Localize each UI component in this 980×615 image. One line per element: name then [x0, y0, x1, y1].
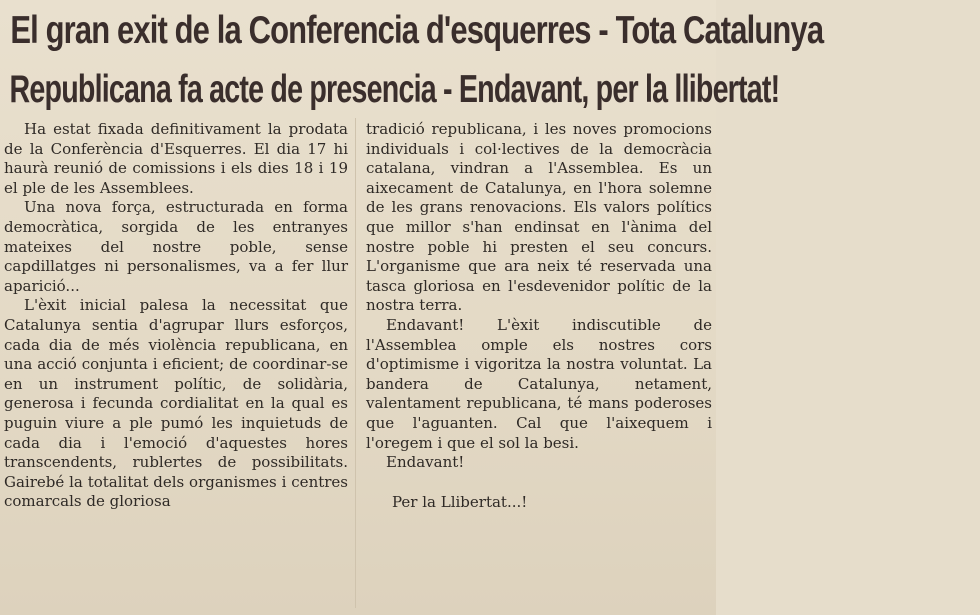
article-column-right [366, 120, 712, 512]
paragraph-new-force: Una nova força, estructurada en forma democràtica, sorgida de les entranyes mateixes del nostre poble, sense capdillatges ni personalismes, va a fer llur aparició... [4, 198, 348, 295]
paragraph-initial-success: L'èxit inicial palesa la necessitat que Catalunya sentia d'agrupar llurs esforços, cada dia de més violència republicana, en una acció conjunta i eficient; de coordinar-se en un instrument polític, de solidària, generosa i fecunda cordialitat en la qual es puguin viure a ple pumó les inquietuds de cada dia i l'emoció d'aquestes hores transcendents, rublertes de possibilitats. Gairebé la totalitat dels organismes i centres comarcals de gloriosa [4, 296, 348, 511]
headline-line-1 [0, 7, 824, 52]
headline-line-1-text: El gran exit de la Conferencia d'esquerres - Tota Catalunya [10, 7, 824, 52]
paragraph-date: Ha estat fixada definitivament la prodata de la Conferència d'Esquerres. El dia 17 hi haurà reunió de comissions i els dies 18 i 19 el ple de les Assemblees. [4, 120, 348, 197]
headline-line-2-text: Republicana fa acte de presencia - Endavant, per la llibertat! [9, 66, 780, 111]
paragraph-tradition: tradició republicana, i les noves promocions individuals i col·lectives de la democràcia catalana, vindran a l'Assemblea. Es un aixecament de Catalunya, en l'hora solemne de les grans renovacions. Els valors polítics que millor s'han endinsat en l'ànima del nostre poble hi presten el seu concurs. L'organisme que ara neix té reservada una tasca gloriosa en l'esdevenidor polític de la nostra terra. [366, 120, 712, 315]
column-divider [355, 118, 356, 608]
article-column-left [4, 120, 348, 512]
closing-per-la-llibertat: Per la Llibertat...! [392, 492, 528, 511]
exclamation-endavant: Endavant! [386, 453, 465, 472]
headline-line-2 [0, 66, 780, 111]
paragraph-endavant: Endavant! L'èxit indiscutible de l'Assemblea omple els nostres cors d'optimisme i vigoritza la nostra voluntat. La bandera de Catalunya, netament, valentament republicana, té mans poderoses que l'aguanten. Cal que l'aixequem i l'oregem i que el sol la besi. [366, 315, 712, 452]
